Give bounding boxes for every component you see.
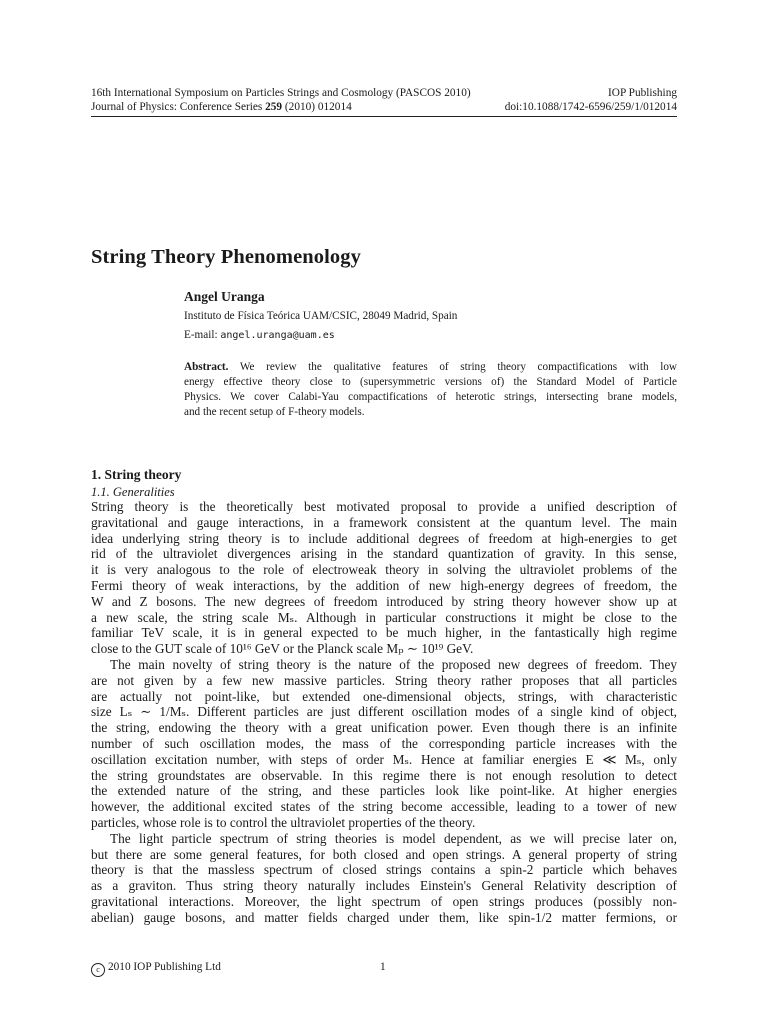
copyright-icon: c: [91, 963, 105, 977]
journal-issue: (2010) 012014: [282, 101, 352, 113]
author-email: [184, 329, 335, 341]
subsection-heading: 1.1. Generalities: [91, 485, 175, 499]
body-line: particles, whose role is to control the ultraviolet properties of the theory.: [91, 814, 476, 830]
body-line: a new scale, the string scale Mₛ. Although in particular constructions it might be close to the: [91, 609, 677, 625]
abstract-line: [184, 360, 677, 375]
journal-name: Journal of Physics: Conference Series: [91, 101, 266, 113]
body-line: but there are some general features, for both closed and open strings. A general property of string: [91, 846, 677, 862]
author-affiliation: Instituto de Física Teórica UAM/CSIC, 28049 Madrid, Spain: [184, 310, 458, 322]
body-line: are not given by a few new massive particles. String theory rather proposes that all particles: [91, 672, 677, 688]
publisher-name: IOP Publishing: [608, 87, 677, 99]
author-name: Angel Uranga: [184, 289, 265, 304]
body-line: W and Z bosons. The new degrees of freedom introduced by string theory however show up at: [91, 593, 677, 609]
journal-volume: 259: [265, 101, 283, 113]
body-line: String theory is the theoretically best motivated proposal to provide a unified description of: [91, 499, 677, 514]
abstract: [184, 360, 677, 420]
section-heading: 1. String theory: [91, 467, 182, 482]
body-line: as a graviton. Thus string theory naturally includes Einstein's General Relativity description of: [91, 878, 677, 894]
email-address: angel.uranga@uam.es: [220, 330, 335, 341]
body-line: the extended nature of the string, and these particles look like point-like. At higher energies: [91, 783, 677, 799]
body-line: idea underlying string theory is to include additional degrees of freedom at high-energies to get: [91, 530, 677, 546]
conference-name: 16th International Symposium on Particles Strings and Cosmology (PASCOS 2010): [91, 87, 471, 99]
body-line: are actually not point-like, but extended one-dimensional objects, strings, with characteristic: [91, 688, 677, 704]
body-line: abelian) gauge bosons, and matter fields charged under them, like spin-1/2 matter fermions, or: [91, 909, 677, 925]
body-line: The light particle spectrum of string theories is model dependent, as we will precise later on,: [110, 830, 677, 846]
body-line: it is very analogous to the role of electroweak theory in solving the ultraviolet problems of the: [91, 562, 677, 578]
body-text: [91, 499, 677, 926]
running-header-bottom: [91, 100, 677, 114]
abstract-text: We review the qualitative features of string theory compactifications with low: [228, 361, 677, 373]
abstract-line: Physics. We cover Calabi-Yau compactifications of heterotic strings, intersecting brane models,: [184, 391, 677, 403]
body-line: familiar TeV scale, it is in general expected to be much higher, in the fantastically high regime: [91, 625, 677, 641]
body-line: gravitational interactions. Moreover, the light spectrum of open strings produces (possibly non-: [91, 893, 677, 909]
body-line: Fermi theory of weak interactions, by the addition of new high-energy degrees of freedom, the: [91, 577, 677, 593]
abstract-line: energy effective theory close to (supersymmetric versions of) the Standard Model of Particle: [184, 376, 677, 388]
doi: doi:10.1088/1742-6596/259/1/012014: [504, 101, 677, 113]
running-header-top: [91, 86, 677, 100]
body-line: rid of the ultraviolet divergences arising in the standard quantization of gravity. In this sense,: [91, 546, 677, 562]
body-line: number of such oscillation modes, the mass of the corresponding particle increases with the: [91, 735, 677, 751]
paper-title: String Theory Phenomenology: [91, 246, 361, 268]
body-line: oscillation excitation number, with steps of order Mₛ. Hence at familiar energies E ≪ Mₛ, only: [91, 751, 677, 767]
abstract-line: and the recent setup of F-theory models.: [184, 406, 365, 418]
body-line: The main novelty of string theory is the nature of the proposed new degrees of freedom. They: [110, 656, 677, 672]
header-rule: [91, 116, 677, 117]
journal-reference: [91, 100, 352, 114]
abstract-label: Abstract.: [184, 361, 229, 373]
copyright-text: 2010 IOP Publishing Ltd: [108, 961, 221, 973]
body-line: gravitational and gauge interactions, in a framework consistent at the quantum level. The main: [91, 514, 677, 530]
email-label: E-mail:: [184, 329, 221, 341]
footer-copyright: [91, 961, 221, 977]
body-line: theory is that the massless spectrum of closed strings contains a spin-2 particle which behaves: [91, 862, 677, 878]
body-line: however, the additional excited states of the string become accessible, leading to a tower of new: [91, 799, 677, 815]
body-line: close to the GUT scale of 10¹⁶ GeV or the Planck scale Mₚ ∼ 10¹⁹ GeV.: [91, 641, 474, 657]
body-line: size Lₛ ∼ 1/Mₛ. Different particles are just different oscillation modes of a single kind of object,: [91, 704, 677, 720]
page-number: 1: [380, 961, 386, 973]
body-line: the string, endowing the theory with a great unification power. Even though there is an infinite: [91, 720, 677, 736]
body-line: the string groundstates are observable. In this regime there is not enough resolution to detect: [91, 767, 677, 783]
